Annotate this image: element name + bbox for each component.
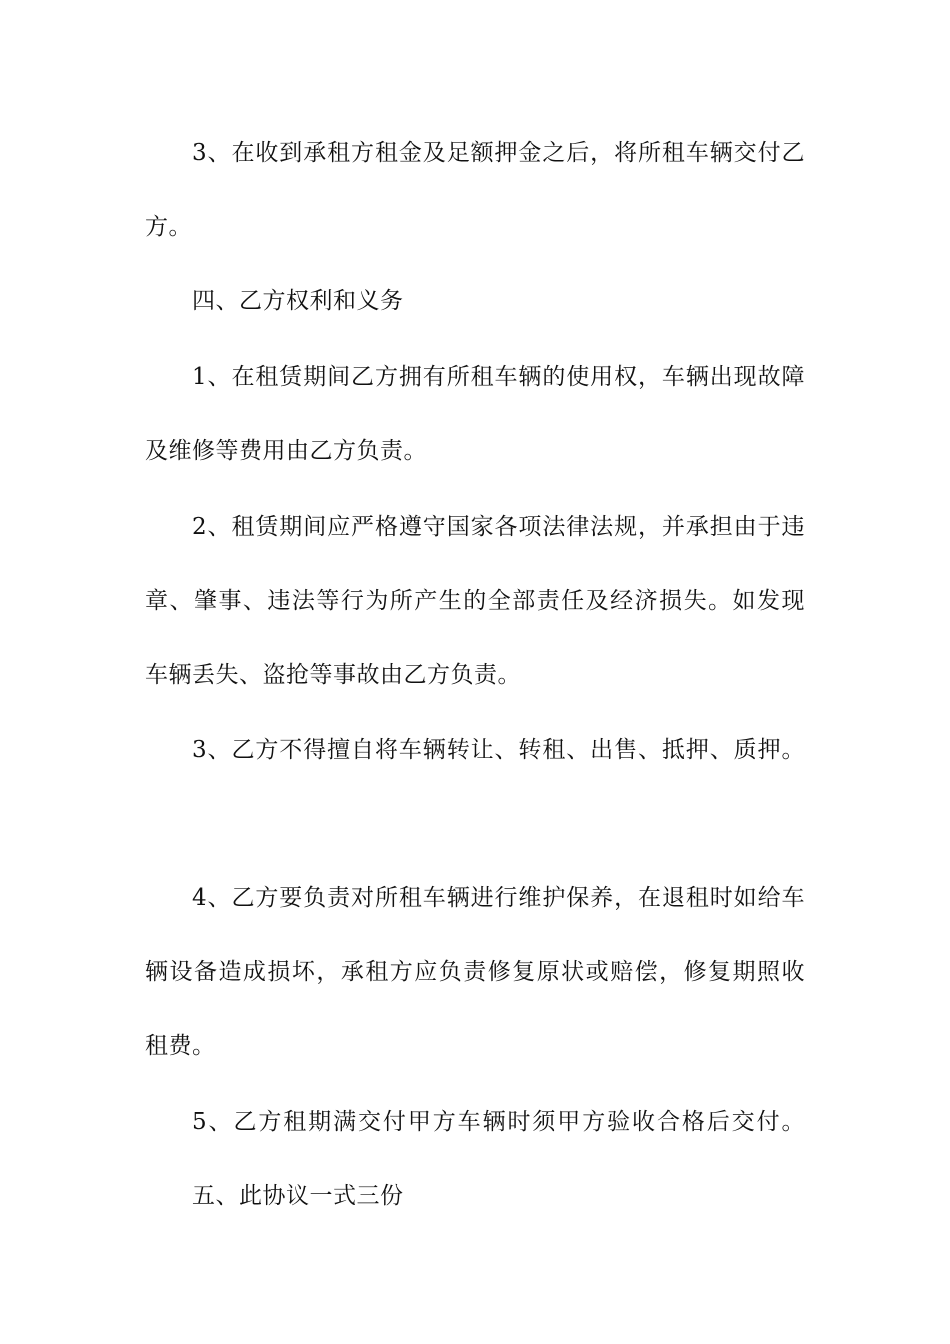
clause-4-4-line-3: 租费。	[145, 1033, 216, 1059]
clause-4-3-line-1: 3、乙方不得擅自将车辆转让、转租、出售、抵押、质押。	[192, 737, 805, 763]
clause-4-1-line-2: 及维修等费用由乙方负责。	[145, 438, 427, 464]
section-five-heading: 五、此协议一式三份	[192, 1183, 404, 1209]
clause-4-2-line-3: 车辆丢失、盗抢等事故由乙方负责。	[145, 662, 521, 688]
clause-4-5-line-1: 5、乙方租期满交付甲方车辆时须甲方验收合格后交付。	[192, 1109, 805, 1135]
clause-3-line-2: 方。	[145, 214, 192, 240]
clause-4-4-line-1: 4、乙方要负责对所租车辆进行维护保养，在退租时如给车	[192, 885, 805, 911]
clause-3-line-1: 3、在收到承租方租金及足额押金之后，将所租车辆交付乙	[192, 140, 805, 166]
section-four-heading: 四、乙方权利和义务	[192, 288, 404, 314]
clause-4-2-line-1: 2、租赁期间应严格遵守国家各项法律法规，并承担由于违	[192, 514, 805, 540]
clause-4-1-line-1: 1、在租赁期间乙方拥有所租车辆的使用权，车辆出现故障	[192, 364, 805, 390]
clause-4-4-line-2: 辆设备造成损坏，承租方应负责修复原状或赔偿，修复期照收	[145, 959, 805, 985]
clause-4-2-line-2: 章、肇事、违法等行为所产生的全部责任及经济损失。如发现	[145, 588, 805, 614]
